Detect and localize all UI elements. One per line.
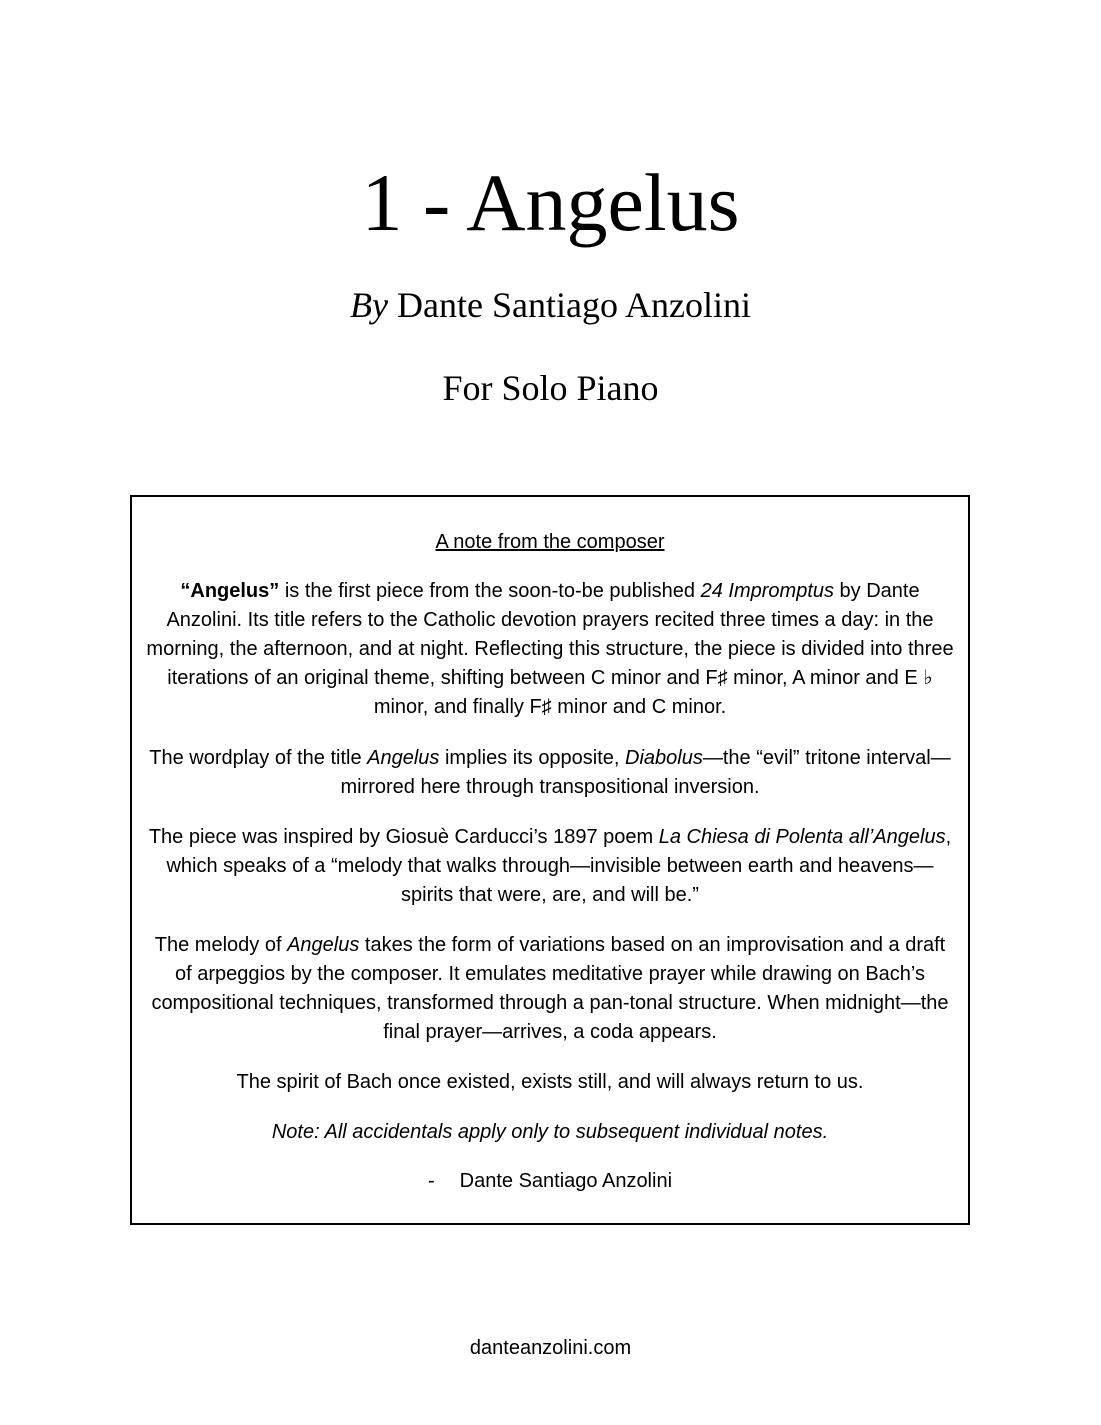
signature-dash: - — [427, 1170, 435, 1192]
p4-text-1: The melody of — [154, 934, 288, 956]
composer-name: Dante Santiago Anzolini — [397, 285, 751, 325]
p2-text-2: implies its opposite, — [439, 747, 626, 769]
page-title: 1 - Angelus — [361, 157, 740, 248]
composer-byline — [0, 284, 1101, 326]
by-label: By — [350, 285, 389, 325]
p2-italic-2: Diabolus — [625, 747, 703, 769]
website-footer: danteanzolini.com — [469, 1337, 632, 1359]
piece-name-bold: “Angelus” — [180, 580, 280, 602]
composer-note-box — [130, 495, 970, 1225]
p2-text-1: The wordplay of the title — [149, 747, 368, 769]
poem-title: La Chiesa di Polenta all’Angelus — [658, 826, 946, 848]
note-paragraph-5: The spirit of Bach once existed, exists still, and will always return to us. — [236, 1071, 864, 1093]
note-paragraph-3 — [144, 823, 956, 910]
collection-title: 24 Impromptus — [700, 580, 834, 602]
signature-name: Dante Santiago Anzolini — [459, 1170, 673, 1192]
p1-text-1: is the first piece from the soon-to-be published — [279, 580, 701, 602]
p4-italic-1: Angelus — [287, 934, 360, 956]
accidentals-note: Note: All accidentals apply only to subsequent individual notes. — [271, 1121, 829, 1143]
p3-text-2: , which speaks of a “melody that walks through—invisible between earth and heavens—spirits that were, are, and will be.” — [166, 826, 952, 906]
instrumentation: For Solo Piano — [442, 368, 659, 408]
note-paragraph-2 — [144, 744, 956, 802]
note-paragraph-1 — [144, 577, 956, 722]
signature — [144, 1167, 956, 1196]
p4-text-2: takes the form of variations based on an improvisation and a draft of arpeggios by the composer. It emulates meditative prayer while drawing on Bach’s compositional techniques, transformed through a pan-tonal structure. When midnight—the final prayer—arrives, a coda appears. — [151, 934, 949, 1043]
note-paragraph-4 — [144, 931, 956, 1047]
p2-text-3: —the “evil” tritone interval—mirrored here through transpositional inversion. — [340, 747, 951, 798]
p1-text-2: by Dante Anzolini. Its title refers to the Catholic devotion prayers recited three times a day: in the morning, the afternoon, and at night. Reflecting this structure, the piece is divided into three iterations of an original theme, shifting between C minor and F♯ minor, A minor and E ♭ minor, and finally F♯ minor and C minor. — [146, 580, 954, 718]
p3-text-1: The piece was inspired by Giosuè Carducci’s 1897 poem — [148, 826, 659, 848]
p2-italic-1: Angelus — [367, 747, 440, 769]
note-heading: A note from the composer — [435, 531, 665, 553]
